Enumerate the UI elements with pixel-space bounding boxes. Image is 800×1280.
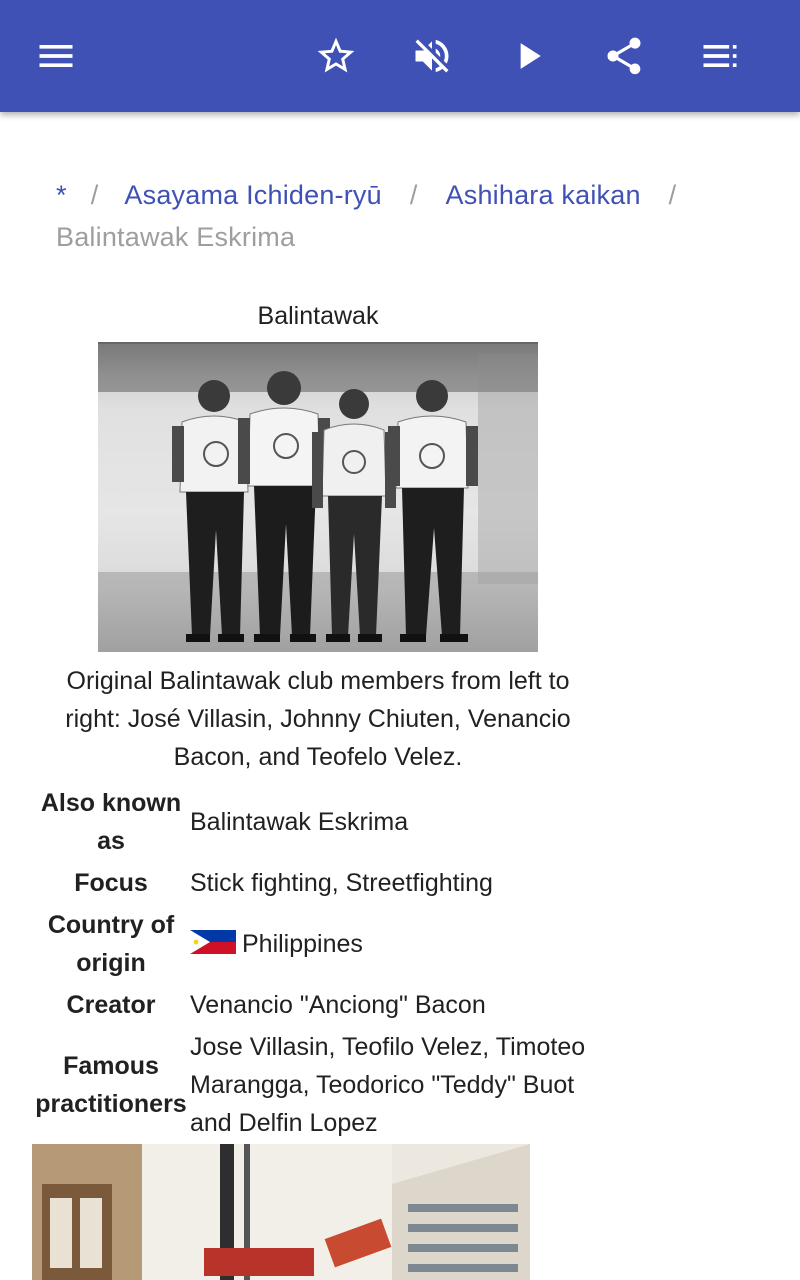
- menu-icon: [34, 34, 78, 78]
- infobox-value: Venancio "Anciong" Bacon: [190, 991, 486, 1019]
- philippines-flag-icon[interactable]: [190, 930, 236, 954]
- breadcrumb-separator: /: [90, 180, 99, 210]
- country-name: Philippines: [242, 930, 363, 958]
- infobox-label: Famous practitioners: [35, 1052, 187, 1118]
- infobox-table: [32, 782, 604, 1144]
- mute-button[interactable]: [400, 24, 464, 88]
- menu-button[interactable]: [24, 24, 88, 88]
- club-members-photo-illustration: [98, 344, 538, 652]
- playlist-icon: [698, 34, 742, 78]
- infobox-label: Focus: [74, 869, 148, 897]
- breadcrumb-link-ashihara[interactable]: Ashihara kaikan: [445, 180, 641, 210]
- play-icon: [506, 34, 550, 78]
- infobox-label: Creator: [66, 991, 156, 1019]
- street-photo[interactable]: [32, 1144, 530, 1280]
- street-photo-illustration: [32, 1144, 530, 1280]
- infobox-row-creator: [32, 984, 604, 1026]
- photo-caption: Original Balintawak club members from left to right: José Villasin, Johnny Chiuten, Venancio Bacon, and Teofelo Velez.: [65, 667, 571, 771]
- infobox-title: Balintawak: [257, 302, 379, 330]
- infobox-row-focus: [32, 862, 604, 904]
- breadcrumb-link-home[interactable]: *: [56, 180, 67, 210]
- breadcrumb-link-asayama[interactable]: Asayama Ichiden-ryū: [124, 180, 382, 210]
- infobox: [32, 292, 604, 1144]
- infobox-value: Stick fighting, Streetfighting: [190, 869, 493, 897]
- bookmark-button[interactable]: [304, 24, 368, 88]
- infobox-row-also-known-as: [32, 782, 604, 862]
- infobox-row-practitioners: [32, 1026, 604, 1144]
- share-button[interactable]: [592, 24, 656, 88]
- play-button[interactable]: [496, 24, 560, 88]
- infobox-row-country: [32, 904, 604, 984]
- contents-button[interactable]: [688, 24, 752, 88]
- volume-off-icon: [410, 34, 454, 78]
- breadcrumb-current: Balintawak Eskrima: [56, 222, 296, 252]
- app-toolbar: [0, 0, 800, 112]
- infobox-value: Balintawak Eskrima: [190, 808, 409, 836]
- star-outline-icon: [314, 34, 358, 78]
- article-content: [0, 112, 800, 1280]
- infobox-value: Jose Villasin, Teofilo Velez, Timoteo Marangga, Teodorico "Teddy" Buot and Delfin Lopez: [190, 1033, 586, 1137]
- infobox-value-country: [190, 904, 604, 984]
- breadcrumb: [56, 174, 756, 258]
- club-members-photo[interactable]: [98, 342, 538, 652]
- breadcrumb-separator: /: [409, 180, 418, 210]
- breadcrumb-separator: /: [668, 180, 677, 210]
- share-icon: [602, 34, 646, 78]
- infobox-label: Country of origin: [47, 911, 175, 977]
- infobox-label: Also known as: [40, 789, 182, 855]
